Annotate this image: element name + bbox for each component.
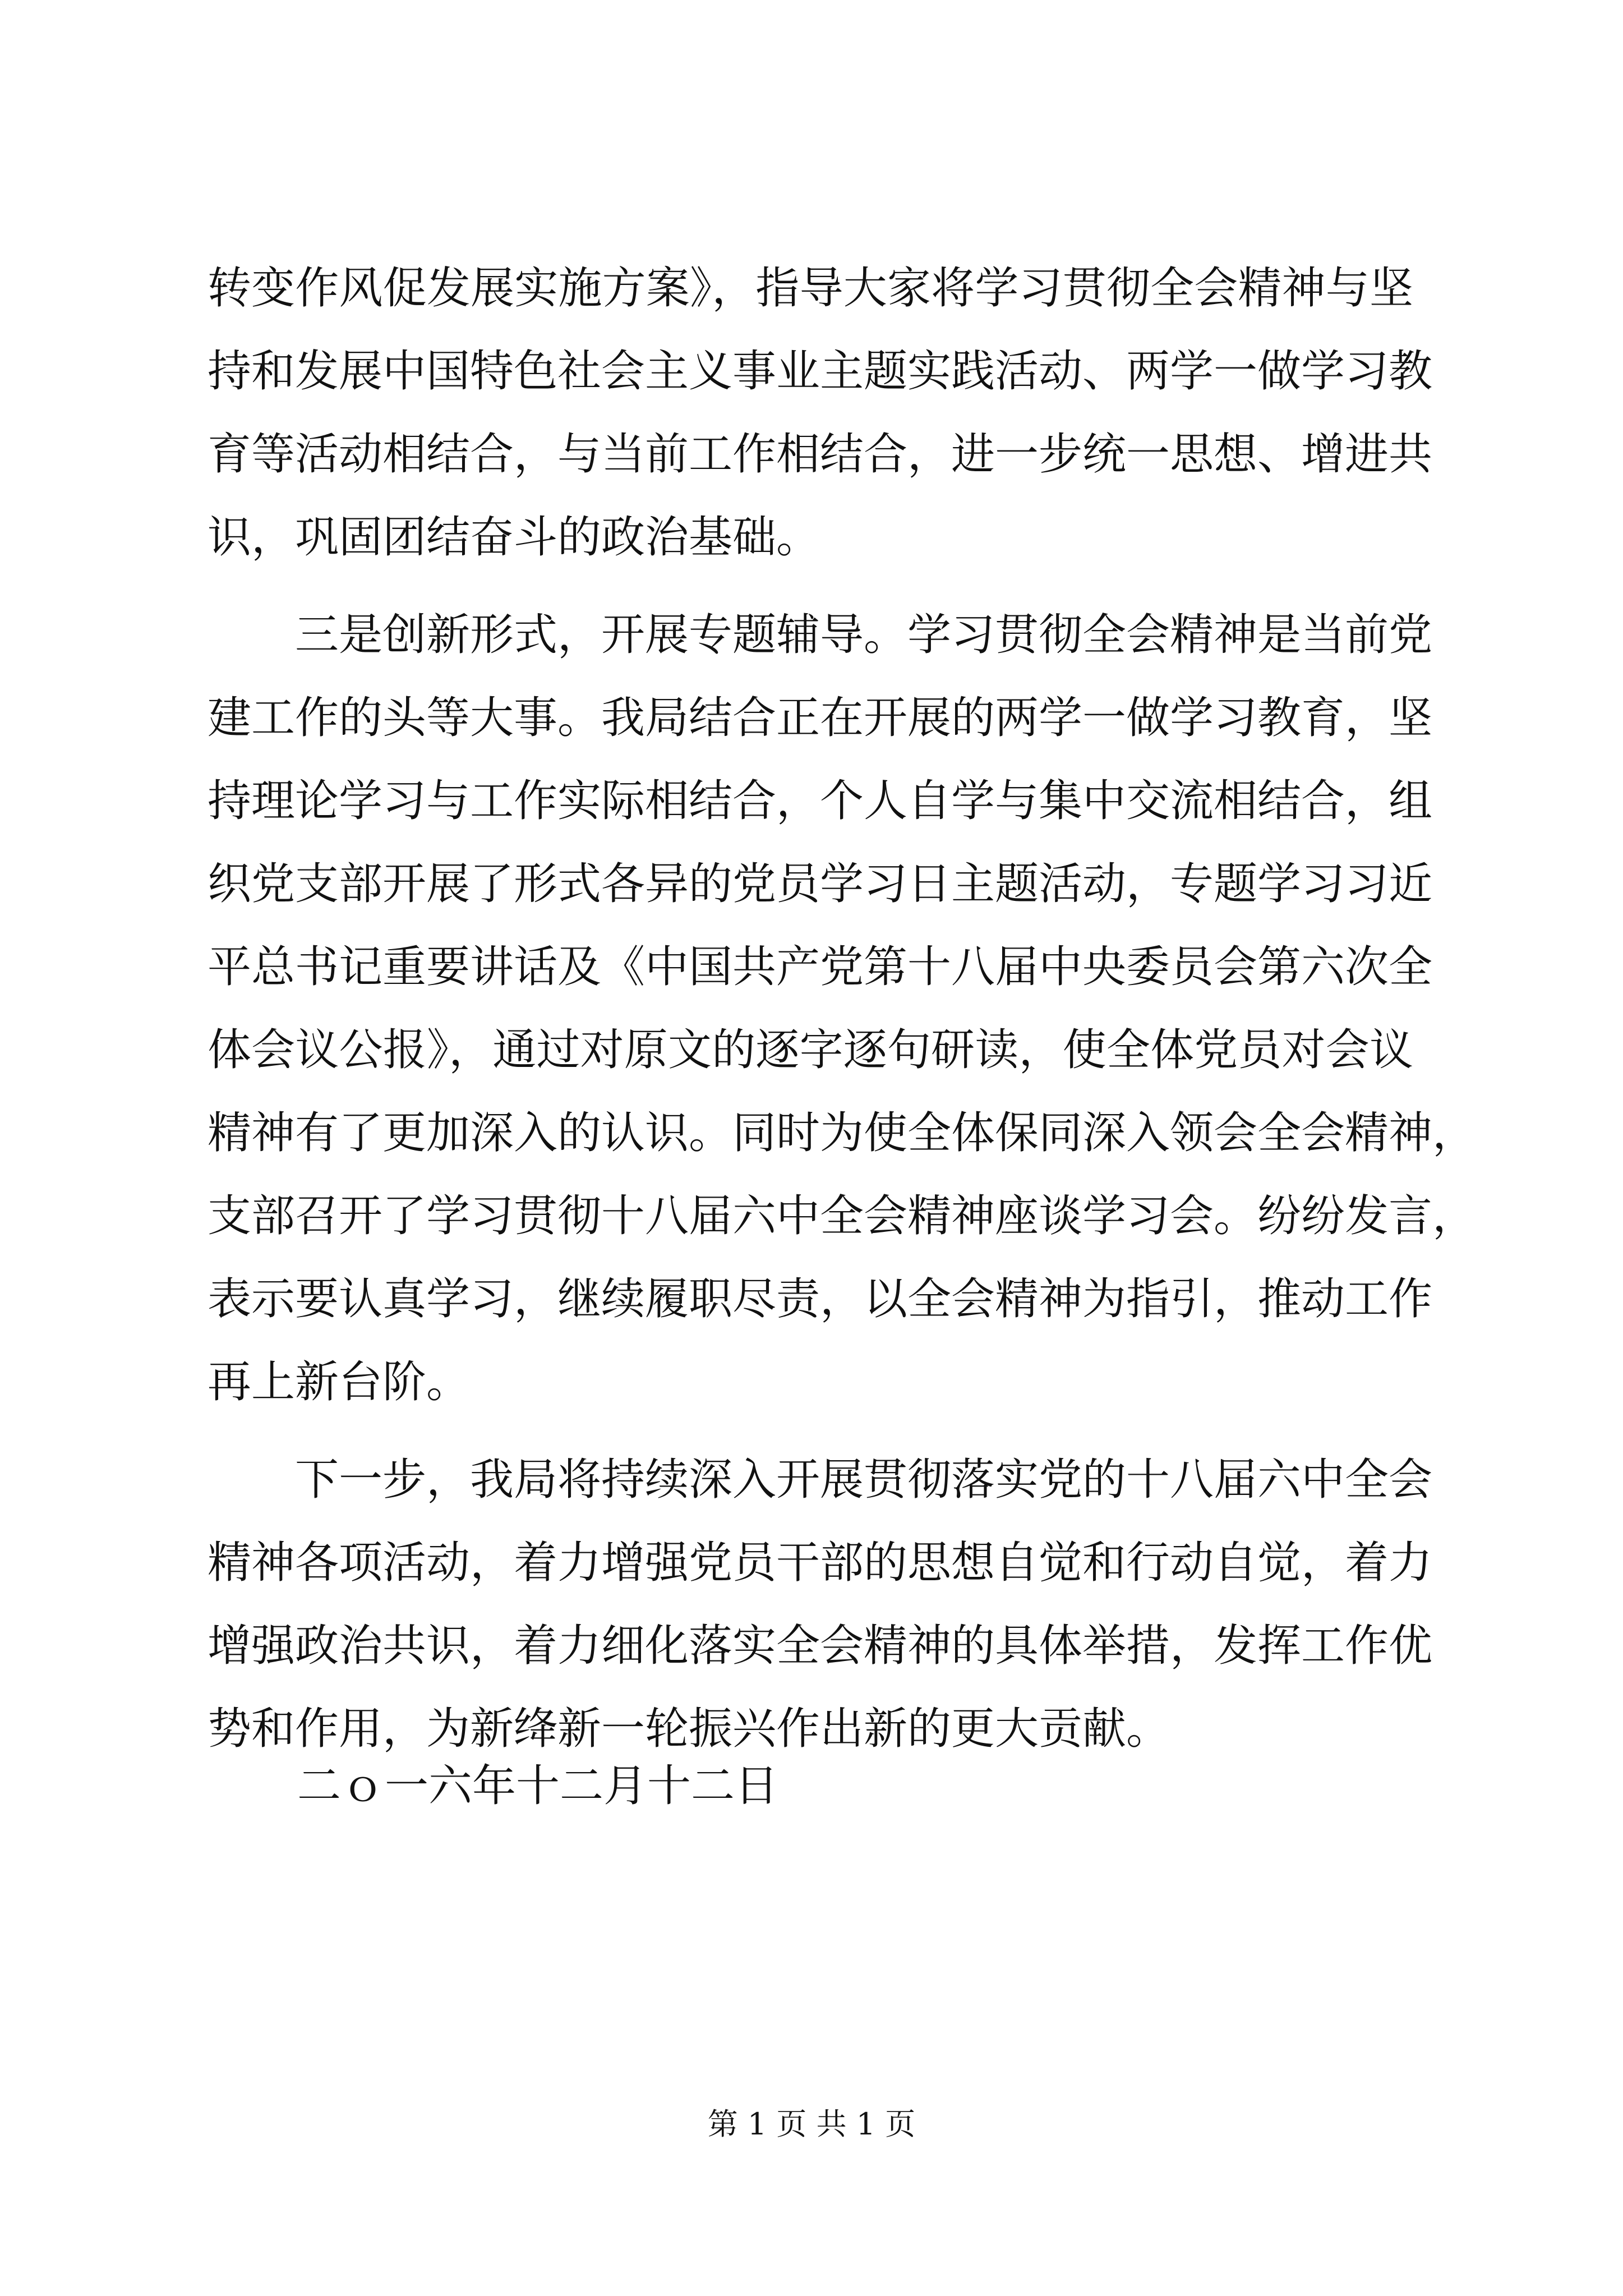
paragraph-spacer [208,579,1413,593]
text-line: 持和发展中国特色社会主义事业主题实践活动、两学一做学习教 [208,346,1433,397]
text-line: 精神有了更加深入的认识。同时为使全体保同深入领会全会精神， [208,1108,1477,1158]
text-line: 转变作风促发展实施方案》，指导大家将学习贯彻全会精神与坚 [208,263,1413,314]
document-body [208,247,1477,1770]
text-line: 增强政治共识，着力细化落实全会精神的具体举措，发挥工作优 [208,1621,1433,1671]
document-date: 二ｏ一六年十二月十二日 [297,1761,779,1811]
text-line: 建工作的头等大事。我局结合正在开展的两学一做学习教育，坚 [208,693,1433,743]
text-line: 体会议公报》，通过对原文的逐字逐句研读，使全体党员对会议 [208,1025,1413,1075]
paragraph-spacer [208,1424,1413,1438]
text-line: 再上新台阶。 [208,1357,471,1407]
paragraph-3 [208,1438,1433,1770]
paragraph-1 [208,247,1433,579]
text-line: 平总书记重要讲话及《中国共产党第十八届中央委员会第六次全 [208,942,1433,992]
text-line: 育等活动相结合，与当前工作相结合，进一步统一思想、增进共 [208,429,1433,480]
text-line: 下一步，我局将持续深入开展贯彻落实党的十八届六中全会 [208,1455,1433,1505]
page-footer: 第 1 页 共 1 页 [707,2106,916,2142]
text-line: 表示要认真学习，继续履职尽责，以全会精神为指引，推动工作 [208,1274,1433,1324]
paragraph-2 [208,593,1477,1424]
text-line: 织党支部开展了形式各异的党员学习日主题活动，专题学习习近 [208,859,1433,909]
text-line: 支部召开了学习贯彻十八届六中全会精神座谈学习会。纷纷发言， [208,1191,1477,1241]
text-line: 势和作用，为新绛新一轮振兴作出新的更大贡献。 [208,1704,1170,1754]
text-line: 精神各项活动，着力增强党员干部的思想自觉和行动自觉，着力 [208,1538,1433,1588]
text-line: 识，巩固团结奋斗的政治基础。 [208,512,820,563]
text-line: 三是创新形式，开展专题辅导。学习贯彻全会精神是当前党 [208,610,1433,660]
text-line: 持理论学习与工作实际相结合，个人自学与集中交流相结合，组 [208,776,1433,826]
